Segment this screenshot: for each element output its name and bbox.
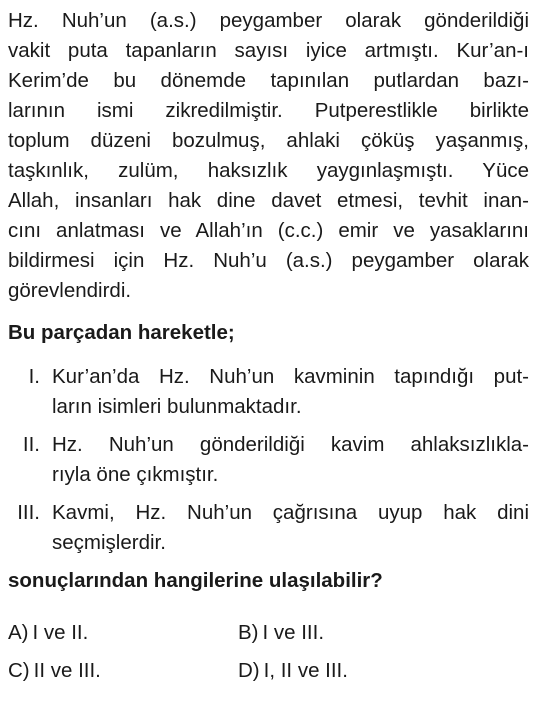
passage-line: bildirmesi için Hz. Nuh’u (a.s.) peygamber olarak xyxy=(8,249,529,272)
passage-line: vakit puta tapanların sayısı iyice artmıştı. Kur’an-ı xyxy=(8,39,529,62)
statement-line: ların isimleri bulunmaktadır. xyxy=(52,395,302,418)
option-text: I ve II. xyxy=(32,621,89,644)
option-d[interactable] xyxy=(238,656,468,686)
passage-line: taşkınlık, zulüm, haksızlık yaygınlaşmıştı. Yüce xyxy=(8,159,529,182)
statement-text xyxy=(52,430,529,490)
statement-item xyxy=(8,498,529,558)
question-prompt: Bu parçadan hareketle; xyxy=(8,321,235,344)
statement-line: rıyla öne çıkmıştır. xyxy=(52,463,219,486)
option-text: I, II ve III. xyxy=(263,659,348,682)
passage-line: larının ismi zikredilmiştir. Putperestlikle birlikte xyxy=(8,99,529,122)
passage-text xyxy=(8,6,529,306)
passage-line: görevlendirdi. xyxy=(8,279,132,302)
statement-item xyxy=(8,430,529,490)
option-row xyxy=(8,614,529,652)
statement-list xyxy=(8,362,529,558)
statement-item xyxy=(8,362,529,422)
option-letter: D) xyxy=(238,659,260,682)
question-closing: sonuçlarından hangilerine ulaşılabilir? xyxy=(8,569,383,592)
passage-line: Hz. Nuh’un (a.s.) peygamber olarak gönderildiği xyxy=(8,9,529,32)
statement-text xyxy=(52,362,529,422)
option-c[interactable] xyxy=(8,656,238,686)
passage-line: Allah, insanları hak dine davet etmesi, tevhit inan- xyxy=(8,189,529,212)
option-text: II ve III. xyxy=(33,659,101,682)
statement-numeral: III. xyxy=(17,501,40,524)
statement-line: Kavmi, Hz. Nuh’un çağrısına uyup hak dini xyxy=(52,501,529,524)
option-b[interactable] xyxy=(238,618,468,648)
answer-options xyxy=(8,614,529,690)
statement-text xyxy=(52,498,529,558)
option-a[interactable] xyxy=(8,618,238,648)
passage-line: cını anlatması ve Allah’ın (c.c.) emir ve yasaklarını xyxy=(8,219,529,242)
option-letter: C) xyxy=(8,659,30,682)
statement-line: Hz. Nuh’un gönderildiği kavim ahlaksızlıkla- xyxy=(52,433,529,456)
passage-line: Kerim’de bu dönemde tapınılan putlardan bazı- xyxy=(8,69,529,92)
option-text: I ve III. xyxy=(262,621,325,644)
statement-numeral: II. xyxy=(22,433,40,456)
passage-line: toplum düzeni bozulmuş, ahlaki çöküş yaşanmış, xyxy=(8,129,529,152)
option-row xyxy=(8,652,529,690)
statement-line: Kur’an’da Hz. Nuh’un kavminin tapındığı put- xyxy=(52,365,529,388)
statement-line: seçmişlerdir. xyxy=(52,531,166,554)
option-letter: B) xyxy=(238,621,259,644)
statement-numeral: I. xyxy=(28,365,40,388)
option-letter: A) xyxy=(8,621,29,644)
